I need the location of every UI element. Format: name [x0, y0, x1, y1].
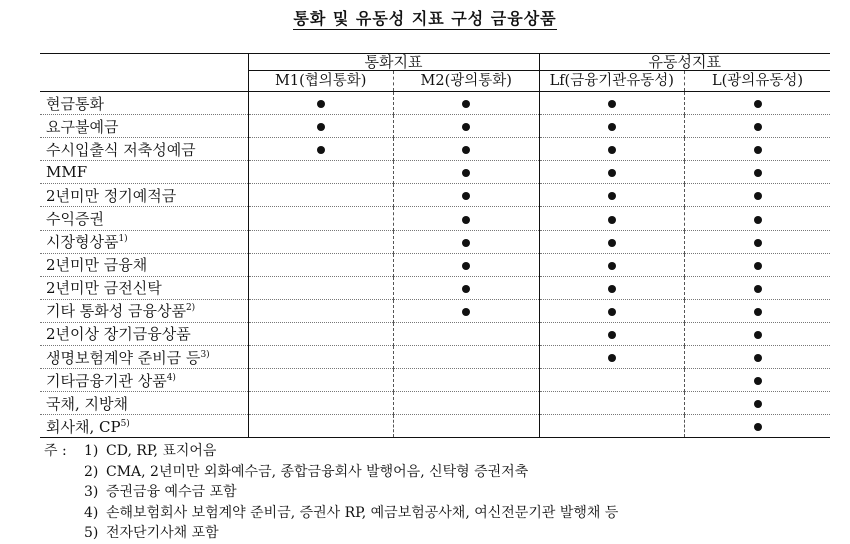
- included-dot-icon: [754, 100, 762, 108]
- row-label-text: MMF: [46, 163, 88, 182]
- cell-lf: [539, 92, 685, 115]
- row-label-text: 생명보험계약 준비금 등: [46, 348, 201, 367]
- cell-m2: [394, 138, 540, 161]
- cell-lf: [539, 161, 685, 184]
- footnote-number: 5): [84, 525, 99, 542]
- cell-m2: [394, 92, 540, 115]
- row-label-text: 2년이상 장기금융상품: [46, 325, 191, 344]
- cell-m1: [248, 415, 394, 438]
- column-header-lf: Lf(금융기관유동성): [539, 71, 685, 92]
- included-dot-icon: [754, 169, 762, 177]
- cell-m2: [394, 322, 540, 345]
- included-dot-icon: [462, 262, 470, 270]
- row-label: [40, 138, 248, 161]
- column-header-m1: M1(협의통화): [248, 71, 394, 92]
- table-row: [40, 392, 830, 415]
- column-header-l: L(광의유동성): [685, 71, 831, 92]
- row-label: [40, 161, 248, 184]
- footnote-3: [44, 482, 844, 503]
- table-row: [40, 415, 830, 438]
- cell-l: [685, 322, 831, 345]
- cell-l: [685, 369, 831, 392]
- table-row: [40, 230, 830, 253]
- row-label: [40, 322, 248, 345]
- cell-lf: [539, 138, 685, 161]
- included-dot-icon: [754, 400, 762, 408]
- cell-l: [685, 92, 831, 115]
- row-label-text: 요구불예금: [46, 117, 119, 136]
- footnotes: [44, 441, 844, 544]
- row-label: [40, 253, 248, 276]
- cell-m2: [394, 299, 540, 322]
- cell-m2: [394, 161, 540, 184]
- cell-m2: [394, 207, 540, 230]
- footnote-text: 전자단기사채 포함: [106, 525, 219, 542]
- cell-lf: [539, 184, 685, 207]
- cell-m1: [248, 346, 394, 369]
- row-label-text: 현금통화: [46, 94, 104, 113]
- cell-m2: [394, 415, 540, 438]
- cell-m2: [394, 276, 540, 299]
- table-body: [40, 92, 830, 438]
- included-dot-icon: [608, 239, 616, 247]
- included-dot-icon: [754, 354, 762, 362]
- table-row: [40, 138, 830, 161]
- cell-lf: [539, 322, 685, 345]
- included-dot-icon: [754, 239, 762, 247]
- cell-l: [685, 230, 831, 253]
- cell-l: [685, 346, 831, 369]
- included-dot-icon: [754, 285, 762, 293]
- table-row: [40, 92, 830, 115]
- row-label: [40, 92, 248, 115]
- cell-m1: [248, 161, 394, 184]
- column-header-m2: M2(광의통화): [394, 71, 540, 92]
- included-dot-icon: [608, 146, 616, 154]
- included-dot-icon: [317, 100, 325, 108]
- included-dot-icon: [754, 331, 762, 339]
- included-dot-icon: [462, 308, 470, 316]
- cell-m2: [394, 230, 540, 253]
- included-dot-icon: [462, 239, 470, 247]
- cell-lf: [539, 230, 685, 253]
- row-label: [40, 369, 248, 392]
- cell-m1: [248, 92, 394, 115]
- cell-l: [685, 253, 831, 276]
- cell-l: [685, 299, 831, 322]
- footnote-number: 2): [84, 463, 99, 480]
- cell-m1: [248, 253, 394, 276]
- cell-l: [685, 276, 831, 299]
- row-label-text: 2년미만 금융채: [46, 256, 148, 275]
- cell-l: [685, 184, 831, 207]
- row-label: [40, 207, 248, 230]
- footnote-ref: 5): [120, 418, 130, 429]
- footnote-ref: 1): [118, 234, 128, 245]
- footnote-prefix: 주 :: [44, 443, 67, 459]
- group-header-money: 통화지표: [248, 54, 539, 71]
- footnote-5: [44, 523, 844, 544]
- included-dot-icon: [754, 308, 762, 316]
- cell-m1: [248, 230, 394, 253]
- row-label: [40, 276, 248, 299]
- cell-m2: [394, 346, 540, 369]
- footnote-2: [44, 462, 844, 483]
- table-row: [40, 322, 830, 345]
- footnote-4: [44, 503, 844, 524]
- footnote-text: CMA, 2년미만 외화예수금, 종합금융회사 발행어음, 신탁형 증권저축: [106, 463, 529, 480]
- cell-m1: [248, 392, 394, 415]
- table-row: [40, 161, 830, 184]
- cell-lf: [539, 115, 685, 138]
- cell-m1: [248, 299, 394, 322]
- cell-m1: [248, 115, 394, 138]
- included-dot-icon: [754, 423, 762, 431]
- row-label: [40, 115, 248, 138]
- cell-lf: [539, 299, 685, 322]
- footnote-text: 증권금융 예수금 포함: [106, 484, 237, 501]
- included-dot-icon: [462, 146, 470, 154]
- row-label: [40, 184, 248, 207]
- cell-m2: [394, 392, 540, 415]
- footnote-ref: 4): [166, 372, 176, 383]
- table-row: [40, 346, 830, 369]
- included-dot-icon: [608, 169, 616, 177]
- group-header-liquidity: 유동성지표: [539, 54, 830, 71]
- cell-m1: [248, 276, 394, 299]
- cell-lf: [539, 207, 685, 230]
- row-label-text: 회사채, CP: [46, 417, 121, 436]
- included-dot-icon: [608, 216, 616, 224]
- cell-m2: [394, 369, 540, 392]
- included-dot-icon: [462, 123, 470, 131]
- table-row: [40, 369, 830, 392]
- included-dot-icon: [462, 285, 470, 293]
- cell-m2: [394, 184, 540, 207]
- table-row: [40, 115, 830, 138]
- included-dot-icon: [754, 216, 762, 224]
- row-label-text: 기타금융기관 상품: [46, 371, 167, 390]
- cell-l: [685, 138, 831, 161]
- row-label: [40, 230, 248, 253]
- table-row: [40, 299, 830, 322]
- included-dot-icon: [462, 216, 470, 224]
- cell-m1: [248, 369, 394, 392]
- included-dot-icon: [608, 331, 616, 339]
- footnote-ref: 2): [185, 303, 196, 314]
- cell-lf: [539, 415, 685, 438]
- row-label-text: 수시입출식 저축성예금: [46, 140, 196, 159]
- cell-m1: [248, 138, 394, 161]
- footnote-number: 1): [84, 443, 99, 459]
- cell-m2: [394, 253, 540, 276]
- included-dot-icon: [754, 377, 762, 385]
- row-label: [40, 392, 248, 415]
- table-row: [40, 276, 830, 299]
- cell-m1: [248, 207, 394, 230]
- cell-m1: [248, 322, 394, 345]
- row-label: [40, 299, 248, 322]
- included-dot-icon: [608, 262, 616, 270]
- cell-l: [685, 115, 831, 138]
- cell-m2: [394, 115, 540, 138]
- row-label-text: 기타 통화성 금융상품: [46, 302, 186, 321]
- included-dot-icon: [608, 192, 616, 200]
- row-label: [40, 415, 248, 438]
- included-dot-icon: [754, 146, 762, 154]
- header-blank: [40, 54, 248, 71]
- cell-l: [685, 392, 831, 415]
- cell-l: [685, 161, 831, 184]
- included-dot-icon: [754, 262, 762, 270]
- cell-l: [685, 207, 831, 230]
- included-dot-icon: [317, 123, 325, 131]
- cell-lf: [539, 253, 685, 276]
- cell-lf: [539, 369, 685, 392]
- included-dot-icon: [754, 123, 762, 131]
- header-blank-sub: [40, 71, 248, 92]
- cell-l: [685, 415, 831, 438]
- included-dot-icon: [462, 100, 470, 108]
- row-label-text: 시장형상품: [46, 233, 119, 252]
- row-label-text: 수익증권: [46, 210, 104, 229]
- included-dot-icon: [608, 354, 616, 362]
- cell-m1: [248, 184, 394, 207]
- included-dot-icon: [608, 123, 616, 131]
- included-dot-icon: [462, 169, 470, 177]
- table-row: [40, 184, 830, 207]
- row-label-text: 2년미만 금전신탁: [46, 279, 162, 298]
- cell-lf: [539, 276, 685, 299]
- row-label-text: 국채, 지방채: [46, 394, 128, 413]
- table-row: [40, 207, 830, 230]
- cell-lf: [539, 346, 685, 369]
- cell-lf: [539, 392, 685, 415]
- page-title: 통화 및 유동성 지표 구성 금융상품: [293, 9, 557, 28]
- included-dot-icon: [608, 100, 616, 108]
- footnote-1: [44, 441, 844, 462]
- footnote-ref: 3): [200, 349, 210, 360]
- included-dot-icon: [462, 192, 470, 200]
- footnote-number: 3): [84, 484, 99, 501]
- footnote-text: 손해보험회사 보험계약 준비금, 증권사 RP, 예금보험공사채, 여신전문기관 발행채 등: [106, 504, 619, 521]
- table-row: [40, 253, 830, 276]
- included-dot-icon: [317, 146, 325, 154]
- financial-products-table: [40, 53, 830, 438]
- footnote-text: CD, RP, 표지어음: [106, 443, 217, 459]
- included-dot-icon: [608, 285, 616, 293]
- row-label-text: 2년미만 정기예적금: [46, 186, 177, 205]
- footnote-number: 4): [84, 504, 99, 521]
- row-label: [40, 346, 248, 369]
- included-dot-icon: [754, 192, 762, 200]
- included-dot-icon: [608, 308, 616, 316]
